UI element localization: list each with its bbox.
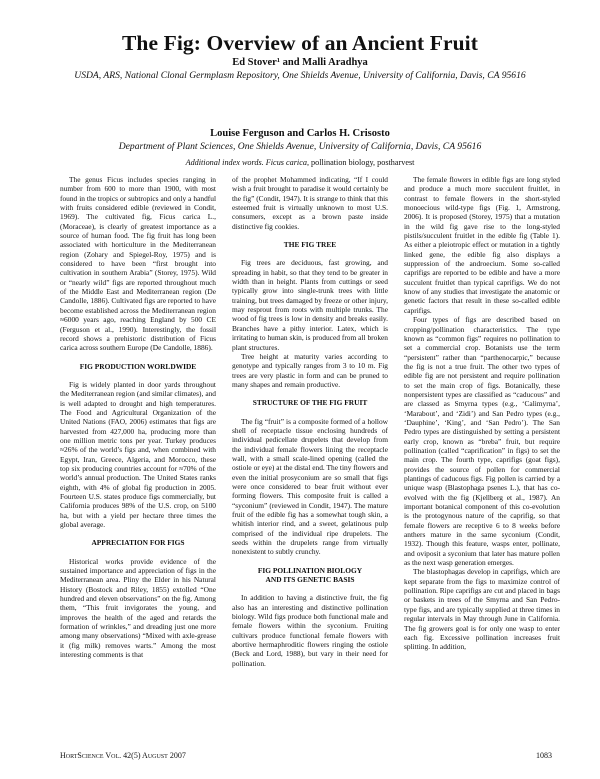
paragraph: The genus Ficus includes species ranging in number from 600 to more than 1900, with most found in the tropics or subtropics and only a handful with fruits considered edible (reviewed in Condit, 1969). The cultivated fig, Ficus carica L., (Moraceae), is clearly of greatest importance as a source of human food. The fig fruit has long been associated with horticulture in the Mediterranean region (Zohary and Spiegel-Roy, 1975) and is considered to have been “first brought into cultivation in southern Arabia” (Storey, 1975). Wild or “nearly wild” figs are reported throughout much of the Middle East and Mediterranean region (De Candolle, 1886). Cultivated figs are reported to have become established across the Mediterranean region ≈6000 years ago, reaching England by 500 CE (Ferguson et al., 1990). Interestingly, the fossil record shows a prehistoric distribution of Ficus carica across southern Europe (De Candolle, 1886). [60,175,216,353]
paragraph: Fig is widely planted in door yards throughout the Mediterranean region (and similar climates), and is well adapted to drought and high temperatures. The Food and Agricultural Organization of the United Nations (FAO, 2006) estimates that figs are harvested from 427,000 ha, producing more than one million metric tons per year. Turkey produces ≈26% of the world’s figs and, when combined with Egypt, Iran, Greece, Algeria, and Morocco, these top six producing countries account for ≈70% of the world’s annual production. The United States ranks eighth, with 4% of global fig production in 2005. Fourteen U.S. states produce figs commercially, but California produces 98% of the U.S. crop, on 5100 ha, but with a yield per hectare three times the global average. [60,379,216,530]
index-words-label: Additional index words. [185,158,264,167]
text-column-1 [60,165,216,660]
journal-citation-footer: HortScience Vol. 42(5) August 2007 [60,751,186,760]
affiliation-2: Department of Plant Sciences, One Shields Avenue, University of California, Davis, CA 95616 [118,141,482,152]
paragraph: Fig trees are deciduous, fast growing, and spreading in habit, so that they tend to be greater in width than in height. Plants from cuttings or seed typically grow into single-trunk trees with little training, but trees damaged by freeze or other injury, may resprout from roots with multiple trunks. The wood of fig trees is low in density and breaks easily. Branches have a pithy interior. Latex, which is irritating to human skin, is produced from all broken plant structures. [232,258,388,352]
paragraph: The female flowers in edible figs are long styled and produce a much more succulent fruitlet, in contrast to female flowers in the short-styled monoecious wild-type figs (Fig. 1, Armstrong, 2006). It is proposed (Storey, 1975) that a mutation in the wild fig gave rise to the long-styled pistils/succulent fruitlet in the edible fig (Table 1). As either a pleiotropic effect or mutation in a tightly linked gene, the edible fig also displays a suppression of the androecium. Some so-called caprifigs are reported to be edible and have a more succulent fruitlet than typical caprifigs. We do not know of any studies that investigate the anatomic or genetic factors that result in these so-called edible caprifigs. [404,175,560,315]
section-heading: THE FIG TREE [283,240,337,250]
paragraph: The blastophagas develop in caprifigs, which are kept separate from the figs to maximize control of pollination. Ripe caprifigs are cut and placed in bags or baskets in trees of the Smyrna and San Pedro-type figs, and are typically supplied at three times in regular intervals in May through June in California. The fig growers goal is for only one wasp to enter each fig. Excessive pollination increases fruit splitting. In addition, [404,567,560,652]
paragraph: of the prophet Mohammed indicating, “If I could wish a fruit brought to paradise it would certainly be the fig” (Condit, 1947). It is strange to think that this esteemed fruit is virtually unknown to most U.S. consumers, except as a brown paste inside distinctive fig cookies. [232,175,389,231]
affiliation-1: USDA, ARS, National Clonal Germplasm Repository, One Shields Avenue, University of California, Davis, CA 95616 [74,70,526,81]
authors-line-1: Ed Stover¹ and Malli Aradhya [232,57,368,68]
article-title: The Fig: Overview of an Ancient Fruit [121,31,478,55]
paragraph: Historical works provide evidence of the sustained importance and appreciation of figs in the Mediterranean area. Pliny the Elder in his Natural History (Bostock and Riley, 1855) extolled “One hundred and eleven observations” on the fig. Among them, “This fruit invigorates the young, and improves the health of the aged and retards the formation of wrinkles,” and dreading just one more among many observations) “Mixed with axle-grease it (fig milk) removes warts.” Among the most interesting comments is that [60,556,216,660]
authors-line-2: Louise Ferguson and Carlos H. Crisosto [210,128,390,139]
section-heading: FIG PRODUCTION WORLDWIDE [79,361,197,371]
paragraph: In addition to having a distinctive fruit, the fig also has an interesting and distinctive pollination biology. Wild figs produce both functional male and female flowers within the syconium. Fruiting cultivars produce functional female flowers with abortive hermaphroditic flowers ringing the ostiole (Beck and Lord, 1988), but vary in their need for pollination. [232,593,388,668]
text-column-2 [232,165,388,668]
index-rest: , pollination biology, postharvest [306,158,415,167]
paragraph: Tree height at maturity varies according to genotype and typically ranges from 3 to 10 m. Fig trees are very plastic in form and can be pruned to many shapes and remain productive. [232,351,388,389]
index-term: Ficus carica [265,158,307,167]
section-heading: FIG POLLINATION BIOLOGY [257,565,363,575]
section-heading: APPRECIATION FOR FIGS [91,538,185,548]
section-heading: STRUCTURE OF THE FIG FRUIT [252,398,368,408]
text-column-3 [404,165,560,652]
paragraph: The fig “fruit” is a composite formed of a hollow shell of receptacle tissue enclosing hundreds of individual pedicellate drupelets that develop from the individual female flowers lining the receptacle wall, with a small scale-lined opening (called the ostiole or eye) at the distal end. The tiny flowers and even the initial prosyconium are so small that figs were once considered to bear fruit without ever forming flowers. This composite fruit is called a “syconium” (reviewed in Condit, 1947). The mature fruit of the edible fig has a somewhat tough skin, a whitish interior rind, and a sweet, gelatinous pulp comprised of the individual ripe drupelets. The seeds within the drupelets range from virtually nonexistent to subtly crunchy. [232,416,388,557]
page-number: 1083 [536,751,552,760]
paragraph: Four types of figs are described based on cropping/pollination characteristics. The type known as “common figs” requires no pollination to set a commercial crop. Botanists use the term “persistent” rather than “parthenocarpic,” because the fig is not a true fruit. The other two types of edible fig are not persistent and require pollination to set the main crop of figs. Botanically, these nonpersistent types are classified as “caducous” and are classed as Smyrna types (e.g., ‘Calimyrna’, ‘Marabout’, and ‘Zidi’) and San Pedro types (e.g., ‘Dauphine’, ‘King’, and ‘San Pedro’). The San Pedro types are distinguished by setting a persistent early crop, known as “breba” fruit, but require pollination (called “caprification” in figs) to set the main crop. The fourth type, caprifigs (goat figs), provides the source of pollen for commercial plantings of caducous figs. Fig pollen is carried by a unique wasp (Blastophaga psenes L.), that has co-evolved with the fig (Kjellberg et al., 1987). An important botanical component of this co-evolution is the protogynous nature of the caprifig, so that female flowers are receptive 6 to 8 weeks before anthers mature in the same syconium (Condit, 1932). Though this feature, wasps enter, pollinate, and oviposit a syconium that later has mature pollen as the next wasp generation emerges. [404,315,560,568]
section-heading: AND ITS GENETIC BASIS [265,575,355,585]
